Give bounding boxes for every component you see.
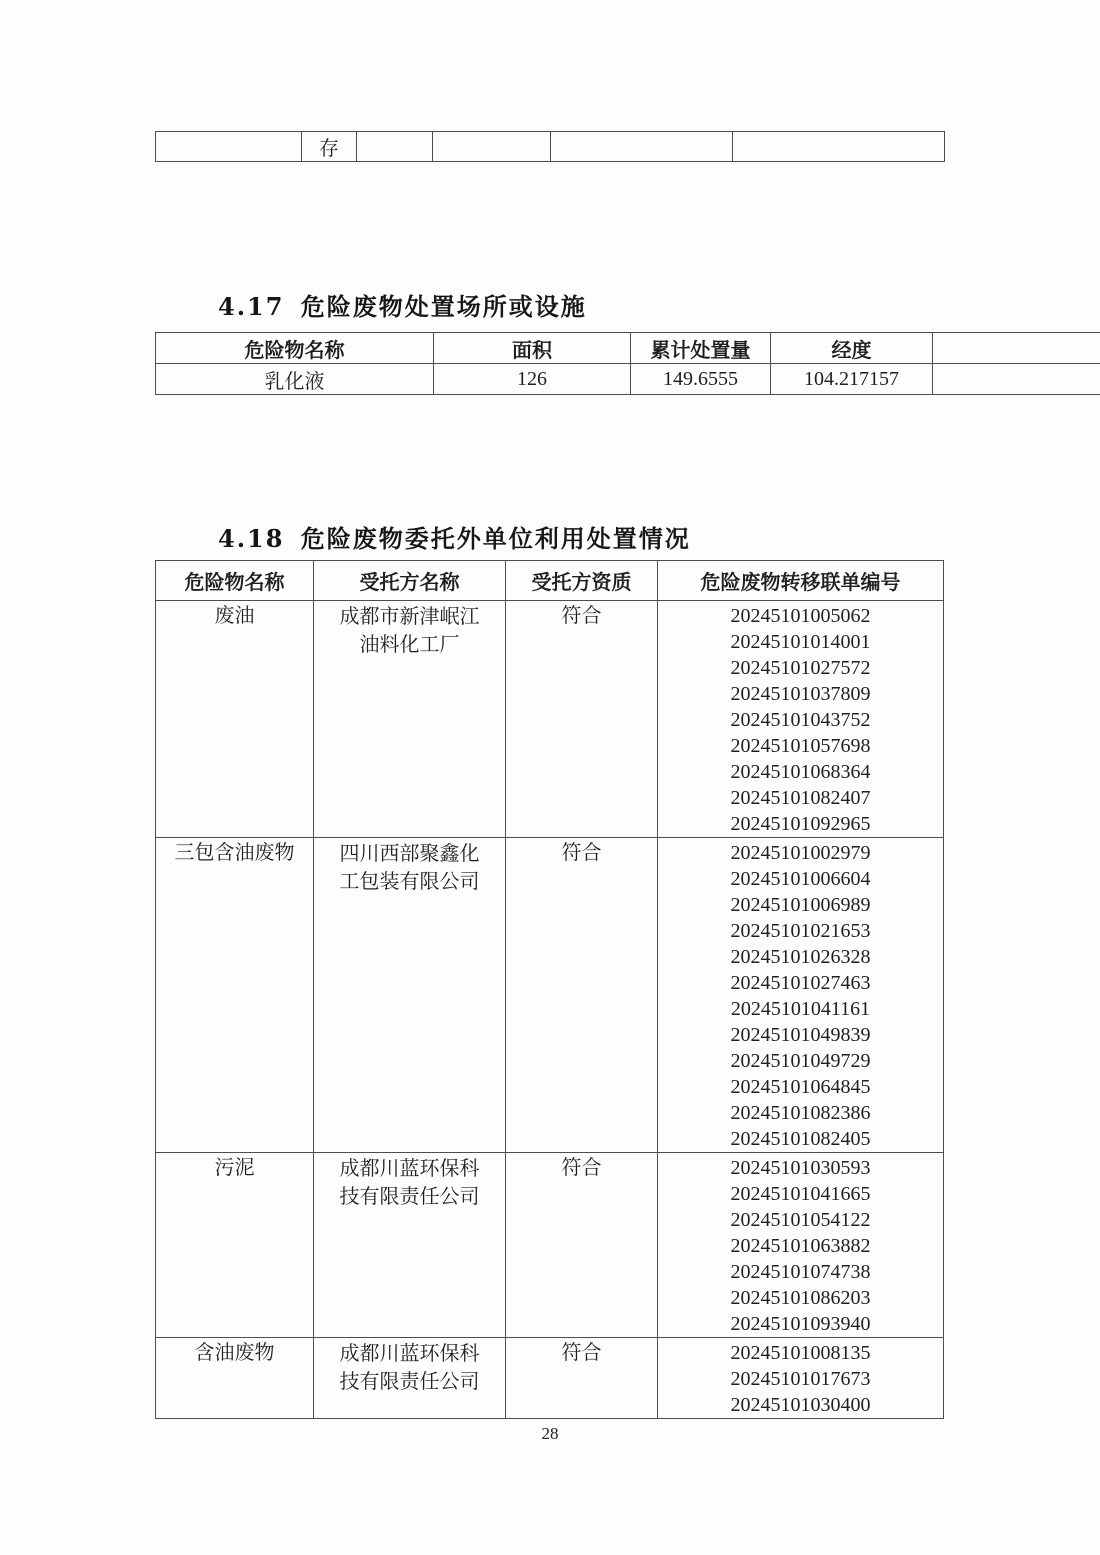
manifest-numbers-cell [658, 838, 944, 1153]
manifest-number: 20245101064845 [730, 1076, 871, 1098]
manifest-number: 20245101057698 [730, 735, 871, 757]
manifest-number: 20245101054122 [730, 1209, 871, 1231]
cumulative-disposal-cell: 149.6555 [631, 364, 771, 395]
disposal-site-table [155, 332, 1100, 395]
manifest-numbers-cell [658, 1153, 944, 1338]
manifest-number: 20245101002979 [730, 842, 871, 864]
manifest-number: 20245101049839 [730, 1024, 871, 1046]
continuation-cell [551, 132, 733, 162]
qualification-cell: 符合 [506, 1338, 658, 1419]
header-cumulative-disposal: 累计处置量 [631, 333, 771, 364]
manifest-numbers-cell [658, 1338, 944, 1419]
manifest-number: 20245101068364 [730, 761, 871, 783]
qualification-cell: 符合 [506, 838, 658, 1153]
manifest-number: 20245101049729 [730, 1050, 871, 1072]
manifest-number: 20245101030593 [730, 1157, 871, 1179]
header-area: 面积 [434, 333, 631, 364]
manifest-number: 20245101017673 [730, 1368, 871, 1390]
manifest-number: 20245101014001 [730, 631, 871, 653]
manifest-number: 20245101074738 [730, 1261, 871, 1283]
table-row [156, 364, 1100, 395]
longitude-cell: 104.217157 [771, 364, 933, 395]
table-row [156, 1338, 944, 1419]
header-consignee-qualification: 受托方资质 [506, 561, 658, 601]
manifest-number: 20245101027572 [730, 657, 871, 679]
table-row [156, 1153, 944, 1338]
manifest-number: 20245101030400 [730, 1394, 871, 1416]
section-417-title: 4.17 危险废物处置场所或设施 [218, 292, 587, 321]
manifest-number: 20245101082407 [730, 787, 871, 809]
manifest-number: 20245101093940 [730, 1313, 871, 1335]
manifest-number: 20245101021653 [730, 920, 871, 942]
empty-cell [933, 364, 1100, 395]
table-header-row [156, 561, 944, 601]
continuation-cell [733, 132, 945, 162]
consignee-cell: 四川西部聚鑫化工包装有限公司 [314, 838, 506, 1153]
qualification-cell: 符合 [506, 601, 658, 838]
manifest-number: 20245101026328 [730, 946, 871, 968]
manifest-number: 20245101027463 [730, 972, 871, 994]
section-418-title: 4.18 危险废物委托外单位利用处置情况 [218, 524, 691, 553]
table-header-row [156, 333, 1100, 364]
manifest-number: 20245101082405 [730, 1128, 871, 1150]
consignee-cell: 成都市新津岷江油料化工厂 [314, 601, 506, 838]
table-row [156, 838, 944, 1153]
waste-name-cell: 污泥 [156, 1153, 314, 1338]
manifest-number: 20245101082386 [730, 1102, 871, 1124]
header-empty [933, 333, 1100, 364]
manifest-numbers-cell [658, 601, 944, 838]
manifest-number: 20245101008135 [730, 1342, 871, 1364]
manifest-number: 20245101041161 [730, 998, 871, 1020]
outsourced-disposal-table [155, 560, 944, 1419]
manifest-number: 20245101005062 [730, 605, 871, 627]
continuation-cell [156, 132, 302, 162]
continuation-cell [433, 132, 551, 162]
waste-name-cell: 废油 [156, 601, 314, 838]
manifest-number: 20245101037809 [730, 683, 871, 705]
manifest-number: 20245101063882 [730, 1235, 871, 1257]
page-number: 28 [541, 1424, 559, 1443]
header-consignee-name: 受托方名称 [314, 561, 506, 601]
table-row [156, 601, 944, 838]
waste-name-cell: 乳化液 [156, 364, 434, 395]
waste-name-cell: 含油废物 [156, 1338, 314, 1419]
continuation-cell [357, 132, 433, 162]
manifest-number: 20245101092965 [730, 813, 871, 835]
continuation-table [155, 131, 945, 162]
continuation-cell: 存 [302, 132, 357, 162]
manifest-number: 20245101006604 [730, 868, 871, 890]
manifest-number: 20245101043752 [730, 709, 871, 731]
header-manifest-number: 危险废物转移联单编号 [658, 561, 944, 601]
manifest-number: 20245101006989 [730, 894, 871, 916]
waste-name-cell: 三包含油废物 [156, 838, 314, 1153]
area-cell: 126 [434, 364, 631, 395]
header-longitude: 经度 [771, 333, 933, 364]
manifest-number: 20245101086203 [730, 1287, 871, 1309]
manifest-number: 20245101041665 [730, 1183, 871, 1205]
table-row [156, 132, 945, 162]
header-waste-name: 危险物名称 [156, 561, 314, 601]
qualification-cell: 符合 [506, 1153, 658, 1338]
consignee-cell: 成都川蓝环保科技有限责任公司 [314, 1153, 506, 1338]
header-waste-name: 危险物名称 [156, 333, 434, 364]
consignee-cell: 成都川蓝环保科技有限责任公司 [314, 1338, 506, 1419]
